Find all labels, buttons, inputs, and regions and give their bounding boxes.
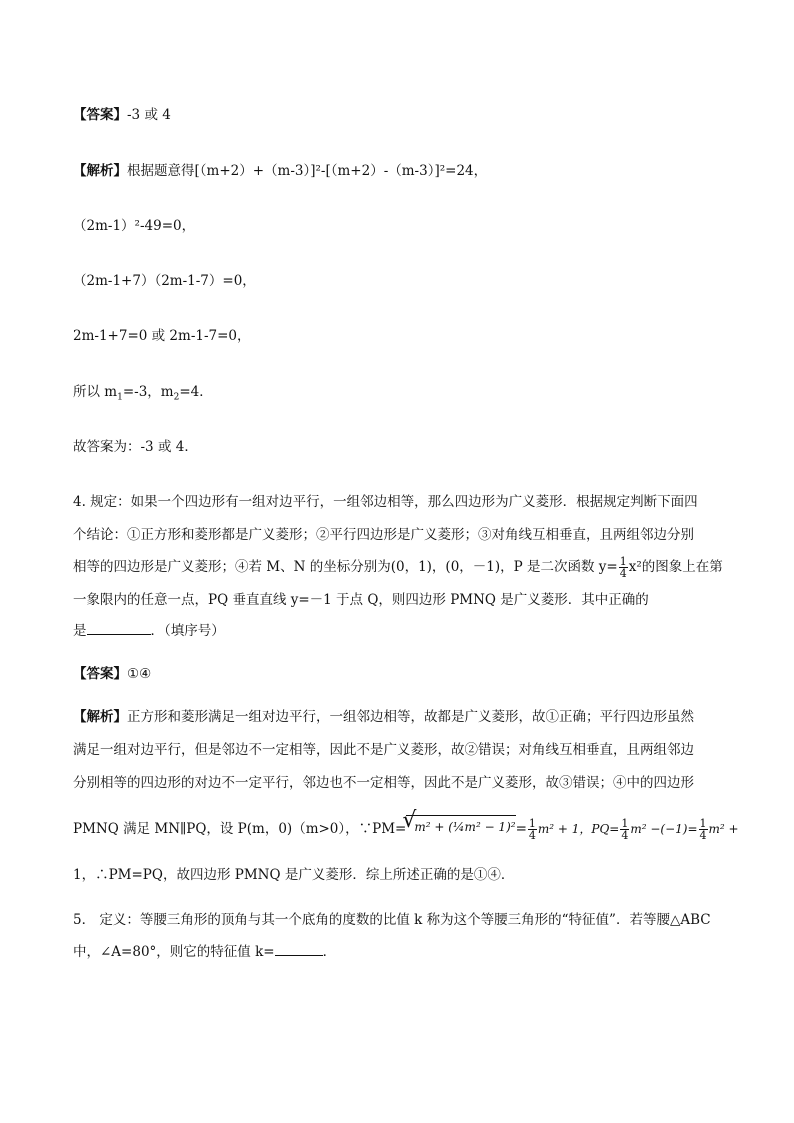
answer-4 bbox=[73, 665, 151, 683]
text: m² −(−1)= bbox=[630, 822, 698, 836]
text: m² + bbox=[708, 822, 739, 836]
answer-label: 【答案】 bbox=[73, 666, 127, 682]
question-4-line-4: 一象限内的任意一点，PQ 垂直直线 y=－1 于点 Q，则四边形 PMNQ 是广义菱形．其中正确的 bbox=[73, 592, 649, 608]
fraction bbox=[699, 818, 708, 841]
question-5-line-2 bbox=[73, 943, 336, 961]
solution-text: 正方形和菱形满足一组对边平行，一组邻边相等，故都是广义菱形，故①正确；平行四边形虽然 bbox=[127, 709, 694, 725]
solution-label: 【解析】 bbox=[73, 709, 127, 725]
solution-4-line-4 bbox=[73, 818, 739, 841]
solution-4-line-2: 满足一组对边平行，但是邻边不一定相等，因此不是广义菱形，故②错误；对角线互相垂直，且两组邻边 bbox=[73, 742, 694, 758]
fraction bbox=[620, 818, 629, 841]
text: ．（填序号） bbox=[150, 623, 225, 639]
fraction bbox=[619, 556, 628, 579]
question-4-line-2: 个结论：①正方形和菱形都是广义菱形；②平行四边形是广义菱形；③对角线互相垂直，且两组邻边分别 bbox=[73, 527, 694, 543]
solution-4-line-5: 1，∴PM=PQ，故四边形 PMNQ 是广义菱形．综上所述正确的是①④． bbox=[73, 867, 515, 883]
solution-label: 【解析】 bbox=[73, 163, 127, 179]
solution-4-line-1 bbox=[73, 708, 694, 726]
question-4-line-5 bbox=[73, 622, 225, 640]
denominator: 4 bbox=[528, 829, 536, 842]
denominator: 4 bbox=[621, 829, 629, 842]
text: 中，∠A=80°，则它的特征值 k= bbox=[73, 944, 275, 960]
solution-1-line-1 bbox=[73, 162, 487, 180]
solution-1-line-5 bbox=[73, 383, 213, 407]
text: = bbox=[515, 821, 527, 837]
text: x²的图象上在第 bbox=[628, 559, 723, 575]
denominator: 4 bbox=[619, 567, 627, 580]
numerator: 1 bbox=[619, 555, 627, 568]
subscript: 2 bbox=[173, 392, 180, 403]
text: 相等的四边形是广义菱形；④若 M、N 的坐标分别为(0，1)，(0，－1)，P 是二次函数 y= bbox=[73, 559, 618, 575]
text: PMNQ 满足 MN∥PQ，设 P(m，0)（m>0），∵PM= bbox=[73, 821, 407, 837]
text: 是 bbox=[73, 623, 87, 639]
square-root: √ m² + (¼m² − 1)² bbox=[406, 815, 515, 838]
subscript: 1 bbox=[117, 392, 123, 403]
text: =4． bbox=[179, 384, 213, 400]
answer-blank[interactable] bbox=[275, 943, 323, 956]
text: ． bbox=[322, 944, 337, 960]
text: 所以 m bbox=[73, 384, 118, 400]
answer-label: 【答案】 bbox=[73, 107, 127, 123]
question-5-line-1: 5． 定义：等腰三角形的顶角与其一个底角的度数的比值 k 称为这个等腰三角形的“特征值”．若等腰△ABC bbox=[73, 912, 711, 928]
denominator: 4 bbox=[699, 829, 707, 842]
answer-value: ①④ bbox=[127, 666, 152, 682]
numerator: 1 bbox=[699, 817, 707, 830]
solution-1-line-3: （2m-1+7）（2m-1-7）=0， bbox=[73, 273, 256, 289]
answer-blank[interactable] bbox=[87, 622, 151, 635]
numerator: 1 bbox=[621, 817, 629, 830]
solution-text: 根据题意得[（m+2）+（m-3）]²-[（m+2）-（m-3）]²=24， bbox=[127, 163, 488, 179]
question-4-line-1: 4. 规定：如果一个四边形有一组对边平行，一组邻边相等，那么四边形为广义菱形．根据规定判断下面四 bbox=[73, 494, 698, 510]
solution-1-line-2: （2m-1）²-49=0， bbox=[73, 218, 196, 234]
text: =-3，m bbox=[122, 384, 174, 400]
solution-1-line-6: 故答案为：-3 或 4． bbox=[73, 439, 198, 455]
fraction bbox=[528, 818, 537, 841]
question-4-line-3 bbox=[73, 556, 723, 579]
solution-1-line-4: 2m-1+7=0 或 2m-1-7=0， bbox=[73, 328, 251, 344]
answer-1 bbox=[73, 106, 171, 124]
answer-value: -3 或 4 bbox=[127, 107, 171, 123]
numerator: 1 bbox=[528, 817, 536, 830]
solution-4-line-3: 分别相等的四边形的对边不一定平行，邻边也不一定相等，因此不是广义菱形，故③错误；④中的四边形 bbox=[73, 775, 694, 791]
text: m² + 1，PQ= bbox=[537, 822, 620, 836]
